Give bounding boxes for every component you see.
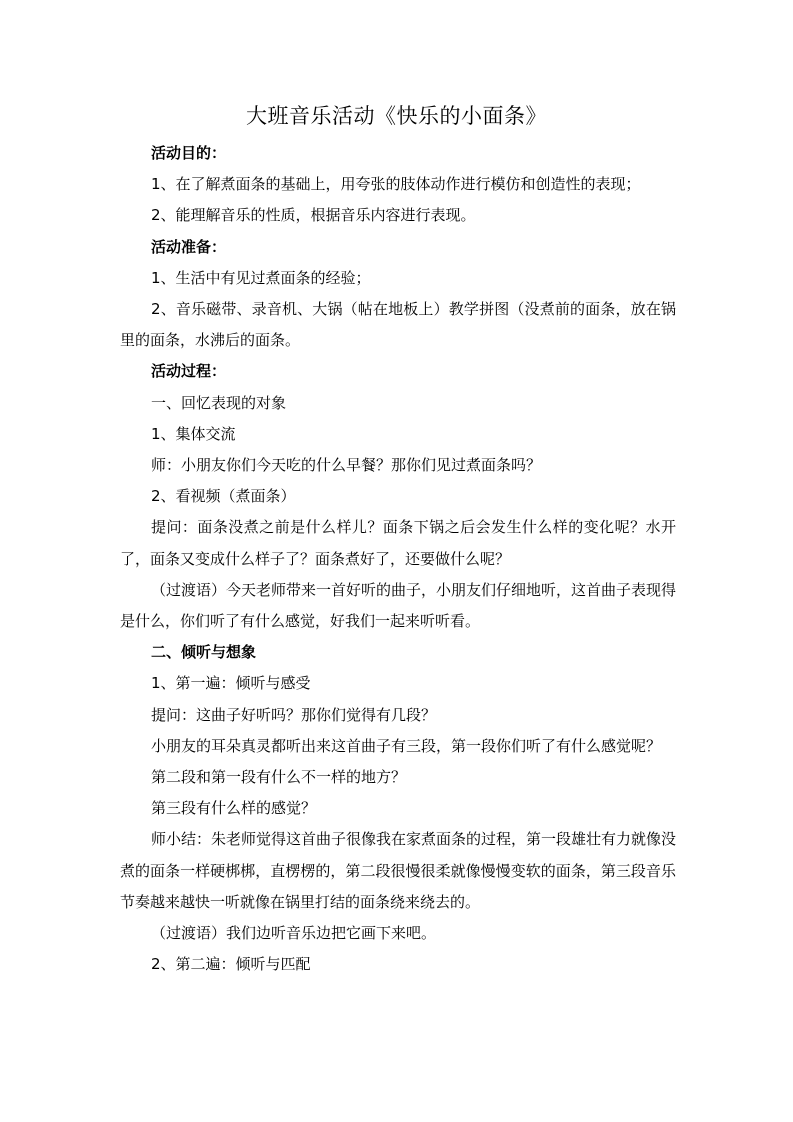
- section-heading-preparation: 活动准备：: [151, 237, 227, 256]
- paragraph: 小朋友的耳朵真灵都听出来这首曲子有三段，第一段你们听了有什么感觉呢？: [151, 736, 662, 755]
- paragraph: 2、音乐磁带、录音机、大锅（帖在地板上）教学拼图（没煮前的面条，放在锅里的面条，水沸后的面条。: [120, 300, 676, 350]
- paragraph: 第三段有什么样的感觉？: [151, 799, 317, 818]
- paragraph: （过渡语）今天老师带来一首好听的曲子，小朋友们仔细地听，这首曲子表现得是什么，你们听了有什么感觉，好我们一起来听听看。: [120, 580, 677, 631]
- section-heading-process: 活动过程：: [151, 362, 227, 381]
- paragraph: 第二段和第一段有什么不一样的地方？: [151, 768, 407, 787]
- paragraph: 师小结：朱老师觉得这首曲子很像我在家煮面条的过程，第一段雄壮有力就像没煮的面条一样硬梆梆，直楞楞的，第二段很慢很柔就像慢慢变软的面条，第三段音乐节奏越来越快一听就像在锅里打结的面条绕来绕去的。: [120, 830, 677, 911]
- document-body: [120, 138, 676, 980]
- paragraph: 2、看视频（煮面条）: [151, 487, 296, 506]
- paragraph: 师：小朋友你们今天吃的什么早餐？那你们见过煮面条吗？: [151, 456, 542, 475]
- paragraph: 1、第一遍：倾听与感受: [151, 674, 311, 693]
- paragraph: 2、第二遍：倾听与匹配: [151, 955, 311, 974]
- paragraph: 1、在了解煮面条的基础上，用夸张的肢体动作进行模仿和创造性的表现；: [151, 175, 641, 194]
- document-title: 大班音乐活动《快乐的小面条》: [246, 104, 547, 128]
- paragraph: （过渡语）我们边听音乐边把它画下来吧。: [151, 924, 437, 943]
- paragraph: 提问：这曲子好听吗？那你们觉得有几段？: [151, 705, 437, 724]
- paragraph: 1、生活中有见过煮面条的经验；: [151, 268, 371, 287]
- section-heading-objectives: 活动目的：: [151, 144, 227, 162]
- paragraph: 一、回忆表现的对象: [151, 393, 287, 412]
- paragraph: 1、集体交流: [151, 424, 236, 443]
- paragraph: 提问：面条没煮之前是什么样儿？面条下锅之后会发生什么样的变化呢？水开了，面条又变成什么样子了？面条煮好了，还要做什么呢？: [120, 518, 676, 568]
- paragraph: 2、能理解音乐的性质，根据音乐内容进行表现。: [151, 206, 476, 225]
- section-heading-listening: 二、倾听与想象: [151, 643, 257, 662]
